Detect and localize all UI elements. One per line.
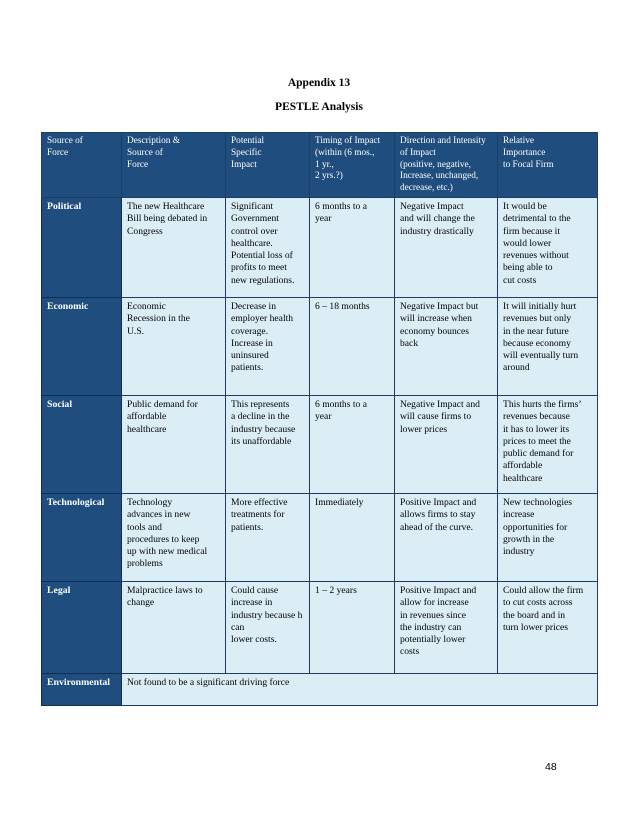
force-label: Social bbox=[42, 395, 122, 493]
cell-line: cut costs bbox=[503, 274, 537, 286]
column-header-3 bbox=[226, 133, 310, 198]
cell-line: Negative Impact bbox=[400, 200, 464, 212]
impact-cell bbox=[226, 197, 310, 297]
cell-line: employer health bbox=[231, 313, 294, 325]
cell-line: economy bounces bbox=[400, 325, 470, 337]
section-title: PESTLE Analysis bbox=[275, 101, 363, 113]
cell-line: lower costs. bbox=[231, 634, 277, 646]
cell-line: procedures to keep bbox=[127, 533, 200, 545]
appendix-title: Appendix 13 bbox=[287, 77, 351, 89]
cell-line: patients. bbox=[231, 362, 264, 374]
header-line: Increase, unchanged, bbox=[400, 171, 479, 182]
cell-line: New technologies bbox=[503, 496, 573, 508]
table-row bbox=[42, 297, 598, 395]
table-row-environmental bbox=[42, 673, 598, 705]
cell-line: affordable bbox=[503, 460, 543, 472]
cell-line: 6 months to a bbox=[315, 200, 367, 212]
cell-line: This represents bbox=[231, 398, 290, 410]
table-row bbox=[42, 197, 598, 297]
cell-line: Negative Impact and bbox=[400, 398, 480, 410]
cell-line: to cut costs across bbox=[503, 597, 573, 609]
cell-line: Positive Impact and bbox=[400, 584, 477, 596]
timing-cell bbox=[310, 395, 395, 493]
cell-line: would lower bbox=[503, 237, 552, 249]
table-body bbox=[42, 197, 598, 705]
header-line: Impact bbox=[231, 159, 257, 170]
timing-cell bbox=[310, 493, 395, 581]
cell-line: it has to lower its bbox=[503, 423, 570, 435]
importance-cell bbox=[498, 197, 598, 297]
cell-line: change bbox=[127, 597, 155, 609]
cell-line: allow for increase bbox=[400, 597, 469, 609]
cell-line: industry because bbox=[231, 423, 296, 435]
cell-line: in revenues since bbox=[400, 609, 467, 621]
timing-cell bbox=[310, 197, 395, 297]
cell-line: a decline in the bbox=[231, 411, 290, 423]
cell-line: industry bbox=[503, 546, 535, 558]
header-line: Description & bbox=[127, 136, 180, 146]
column-header-4 bbox=[310, 133, 395, 198]
impact-cell bbox=[226, 395, 310, 493]
cell-line: profits to meet bbox=[231, 262, 287, 274]
cell-line: public demand for bbox=[503, 448, 574, 460]
cell-line: revenues because bbox=[503, 411, 570, 423]
header-line: 1 yr., bbox=[315, 159, 334, 170]
cell-line: the industry can bbox=[400, 621, 462, 633]
importance-cell bbox=[498, 493, 598, 581]
direction-cell bbox=[395, 581, 498, 673]
header-line: Direction and Intensity bbox=[400, 136, 486, 146]
cell-line: can bbox=[231, 621, 245, 633]
description-cell bbox=[122, 581, 226, 673]
cell-line: prices to meet the bbox=[503, 435, 571, 447]
importance-cell bbox=[498, 395, 598, 493]
table-row bbox=[42, 395, 598, 493]
header-line: Source of bbox=[47, 136, 83, 146]
cell-line: Government bbox=[231, 213, 279, 225]
cell-line: Recession in the bbox=[127, 313, 190, 325]
header-line: of Impact bbox=[400, 147, 436, 158]
cell-line: firm because it bbox=[503, 225, 561, 237]
cell-line: growth in the bbox=[503, 533, 555, 545]
header-line: Potential bbox=[231, 136, 265, 146]
cell-line: Technology bbox=[127, 496, 173, 508]
cell-line: being able to bbox=[503, 262, 553, 274]
column-header-2 bbox=[122, 133, 226, 198]
cell-line: costs bbox=[400, 646, 420, 658]
cell-line: Could cause bbox=[231, 584, 279, 596]
cell-line: 6 – 18 months bbox=[315, 300, 370, 312]
cell-line: Positive Impact and bbox=[400, 496, 477, 508]
timing-cell bbox=[310, 581, 395, 673]
importance-cell bbox=[498, 581, 598, 673]
impact-cell bbox=[226, 581, 310, 673]
cell-line: The new Healthcare bbox=[127, 200, 205, 212]
force-label: Economic bbox=[42, 297, 122, 395]
cell-line: ahead of the curve. bbox=[400, 521, 473, 533]
cell-line: industry because h bbox=[231, 609, 303, 621]
cell-line: More effective bbox=[231, 496, 288, 508]
cell-line: increase in bbox=[231, 597, 273, 609]
cell-line: around bbox=[503, 362, 530, 374]
column-header-1 bbox=[42, 133, 122, 198]
cell-line: patients. bbox=[231, 521, 264, 533]
pestle-table bbox=[41, 132, 598, 706]
cell-line: allows firms to stay bbox=[400, 509, 476, 521]
cell-line: Congress bbox=[127, 225, 163, 237]
cell-line: tools and bbox=[127, 521, 162, 533]
header-line: to Focal Firm bbox=[503, 159, 554, 170]
direction-cell bbox=[395, 197, 498, 297]
cell-line: up with new medical bbox=[127, 546, 208, 558]
cell-line: the board and in bbox=[503, 609, 566, 621]
cell-line: control over bbox=[231, 225, 278, 237]
environmental-note: Not found to be a significant driving force bbox=[122, 673, 598, 705]
table-header bbox=[42, 133, 598, 198]
cell-line: will increase when bbox=[400, 313, 472, 325]
page-number: 48 bbox=[545, 761, 557, 773]
cell-line: will cause firms to bbox=[400, 411, 472, 423]
header-line: (within (6 mos., bbox=[315, 147, 375, 158]
force-label: Environmental bbox=[42, 673, 122, 705]
cell-line: lower prices bbox=[400, 423, 448, 435]
cell-line: Immediately bbox=[315, 496, 364, 508]
cell-line: affordable bbox=[127, 411, 167, 423]
description-cell bbox=[122, 197, 226, 297]
header-row bbox=[42, 133, 598, 198]
header-line: Timing of Impact bbox=[315, 136, 381, 146]
description-cell bbox=[122, 493, 226, 581]
cell-line: will eventually turn bbox=[503, 350, 579, 362]
importance-cell bbox=[498, 297, 598, 395]
header-line: Importance bbox=[503, 147, 546, 158]
impact-cell bbox=[226, 297, 310, 395]
cell-line: advances in new bbox=[127, 509, 191, 521]
cell-line: turn lower prices bbox=[503, 621, 569, 633]
column-header-5 bbox=[395, 133, 498, 198]
direction-cell bbox=[395, 297, 498, 395]
cell-line: It will initially hurt bbox=[503, 300, 577, 312]
cell-line: treatments for bbox=[231, 509, 285, 521]
description-cell bbox=[122, 395, 226, 493]
header-line: 2 yrs.?) bbox=[315, 171, 343, 182]
cell-line: revenues but only bbox=[503, 313, 572, 325]
cell-line: problems bbox=[127, 558, 163, 570]
cell-line: coverage. bbox=[231, 325, 269, 337]
cell-line: industry drastically bbox=[400, 225, 474, 237]
cell-line: increase bbox=[503, 509, 535, 521]
force-label: Political bbox=[42, 197, 122, 297]
cell-line: U.S. bbox=[127, 325, 145, 337]
direction-cell bbox=[395, 395, 498, 493]
cell-line: 1 – 2 years bbox=[315, 584, 357, 596]
cell-line: because economy bbox=[503, 337, 571, 349]
cell-line: opportunities for bbox=[503, 521, 568, 533]
cell-line: 6 months to a bbox=[315, 398, 367, 410]
header-line: Source of bbox=[127, 147, 163, 158]
cell-line: Bill being debated in bbox=[127, 213, 208, 225]
column-header-6 bbox=[498, 133, 598, 198]
cell-line: back bbox=[400, 337, 419, 349]
cell-line: uninsured bbox=[231, 350, 269, 362]
force-label: Legal bbox=[42, 581, 122, 673]
header-line: Specific bbox=[231, 147, 262, 158]
cell-line: healthcare bbox=[503, 472, 543, 484]
cell-line: year bbox=[315, 411, 332, 423]
cell-line: Decrease in bbox=[231, 300, 277, 312]
cell-line: its unaffordable bbox=[231, 435, 292, 447]
impact-cell bbox=[226, 493, 310, 581]
cell-line: It would be bbox=[503, 200, 547, 212]
cell-line: Public demand for bbox=[127, 398, 198, 410]
force-label: Technological bbox=[42, 493, 122, 581]
cell-line: healthcare bbox=[127, 423, 167, 435]
cell-line: healthcare. bbox=[231, 237, 273, 249]
cell-line: Negative Impact but bbox=[400, 300, 479, 312]
cell-line: Potential loss of bbox=[231, 250, 293, 262]
cell-line: detrimental to the bbox=[503, 213, 571, 225]
header-line: Force bbox=[47, 147, 69, 158]
cell-line: Could allow the firm bbox=[503, 584, 584, 596]
cell-line: Significant bbox=[231, 200, 274, 212]
header-line: decrease, etc.) bbox=[400, 183, 453, 194]
cell-line: revenues without bbox=[503, 250, 569, 262]
table-row bbox=[42, 581, 598, 673]
cell-line: and will change the bbox=[400, 213, 475, 225]
cell-line: new regulations. bbox=[231, 274, 295, 286]
cell-line: Malpractice laws to bbox=[127, 584, 203, 596]
cell-line: Increase in bbox=[231, 337, 273, 349]
description-cell bbox=[122, 297, 226, 395]
header-line: Force bbox=[127, 159, 149, 170]
timing-cell bbox=[310, 297, 395, 395]
header-line: (positive, negative, bbox=[400, 159, 471, 170]
cell-line: This hurts the firms’ bbox=[503, 398, 582, 410]
cell-line: year bbox=[315, 213, 332, 225]
cell-line: in the near future bbox=[503, 325, 569, 337]
table-row bbox=[42, 493, 598, 581]
cell-line: potentially lower bbox=[400, 634, 466, 646]
direction-cell bbox=[395, 493, 498, 581]
header-line: Relative bbox=[503, 136, 534, 146]
cell-line: Economic bbox=[127, 300, 166, 312]
